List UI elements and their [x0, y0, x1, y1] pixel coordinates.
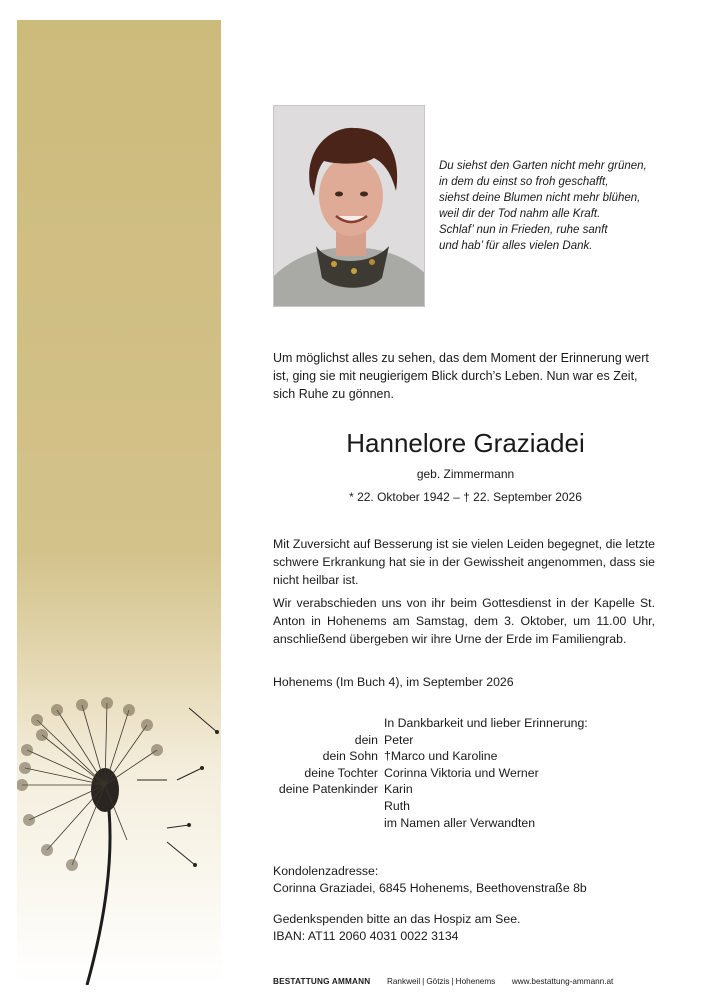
poem-line: Schlaf’ nun in Frieden, ruhe sanft [439, 224, 608, 236]
mourner-names: Ruth [384, 798, 410, 813]
list-item [273, 748, 673, 765]
footer-location: Hohenems [455, 977, 496, 986]
list-item [273, 781, 673, 798]
poem [439, 158, 689, 254]
divider: | [422, 977, 425, 986]
paragraph-funeral: Wir verabschieden uns von ihr beim Gottesdienst in der Kapelle St. Anton in Hohenems am Samstag, dem 3. Oktober, um 11.00 Uhr, anschließend übergeben wir ihre Urne der Erde im Familiengrab. [273, 596, 655, 646]
portrait-photo [273, 105, 425, 307]
donation-iban: IBAN: AT11 2060 4031 0022 3134 [273, 929, 459, 943]
intro-text: Um möglichst alles zu sehen, das dem Moment der Erinnerung wert ist, ging sie mit neugierigem Blick durch’s Leben. Nun war es Zeit, sich Ruhe zu gönnen. [273, 351, 649, 401]
mourner-role: deine Tochter [304, 765, 378, 780]
mourner-role: dein [354, 732, 378, 747]
list-item [273, 765, 673, 782]
mourner-names: Karin [384, 782, 413, 797]
place-date: Hohenems (Im Buch 4), im September 2026 [273, 675, 514, 689]
list-item [273, 798, 673, 815]
mourners-intro: In Dankbarkeit und lieber Erinnerung: [384, 716, 588, 730]
decorative-side-band [17, 20, 221, 985]
mourner-names: †Marco und Karoline [384, 749, 498, 764]
footer-location: Götzis [426, 977, 450, 986]
condolence-section [273, 863, 587, 897]
condolence-address: Corinna Graziadei, 6845 Hohenems, Beethovenstraße 8b [273, 881, 587, 895]
poem-line: siehst deine Blumen nicht mehr blühen, [439, 192, 641, 204]
mourner-role: dein Sohn [322, 749, 378, 764]
poem-line: Du siehst den Garten nicht mehr grünen, [439, 160, 647, 172]
life-dates: * 22. Oktober 1942 – † 22. September 2026 [349, 490, 582, 504]
mourner-names: im Namen aller Verwandten [384, 815, 536, 830]
deceased-name: Hannelore Graziadei [346, 428, 585, 458]
mourners-list [273, 715, 673, 831]
maiden-name: geb. Zimmermann [416, 467, 515, 481]
mourner-names: Peter [384, 732, 414, 747]
divider: | [451, 977, 454, 986]
list-item [273, 815, 673, 832]
mourner-role [273, 798, 384, 815]
poem-line: in dem du einst so froh geschafft, [439, 176, 609, 188]
list-item [273, 732, 673, 749]
mourner-names: Corinna Viktoria und Werner [384, 765, 539, 780]
mourner-role [273, 815, 384, 832]
poem-line: und hab’ für alles vielen Dank. [439, 240, 593, 252]
mourner-role: deine Patenkinder [278, 782, 378, 797]
footer-location: Rankweil [386, 977, 421, 986]
poem-line: weil dir der Tod nahm alle Kraft. [439, 208, 601, 220]
condolence-label: Kondolenzadresse: [273, 864, 379, 878]
footer [273, 976, 613, 987]
donation-text: Gedenkspenden bitte an das Hospiz am See. [273, 912, 521, 926]
donation-section [273, 911, 520, 945]
footer-website-link[interactable]: www.bestattung-ammann.at [511, 977, 614, 986]
funeral-home-brand: BESTATTUNG AMMANN [273, 977, 371, 986]
paragraph-illness: Mit Zuversicht auf Besserung ist sie vielen Leiden begegnet, die letzte schwere Erkrankung hat sie in der Gewissheit angenommen, dass sie nicht heilbar ist. [273, 537, 655, 587]
dandelion-image [17, 20, 221, 985]
